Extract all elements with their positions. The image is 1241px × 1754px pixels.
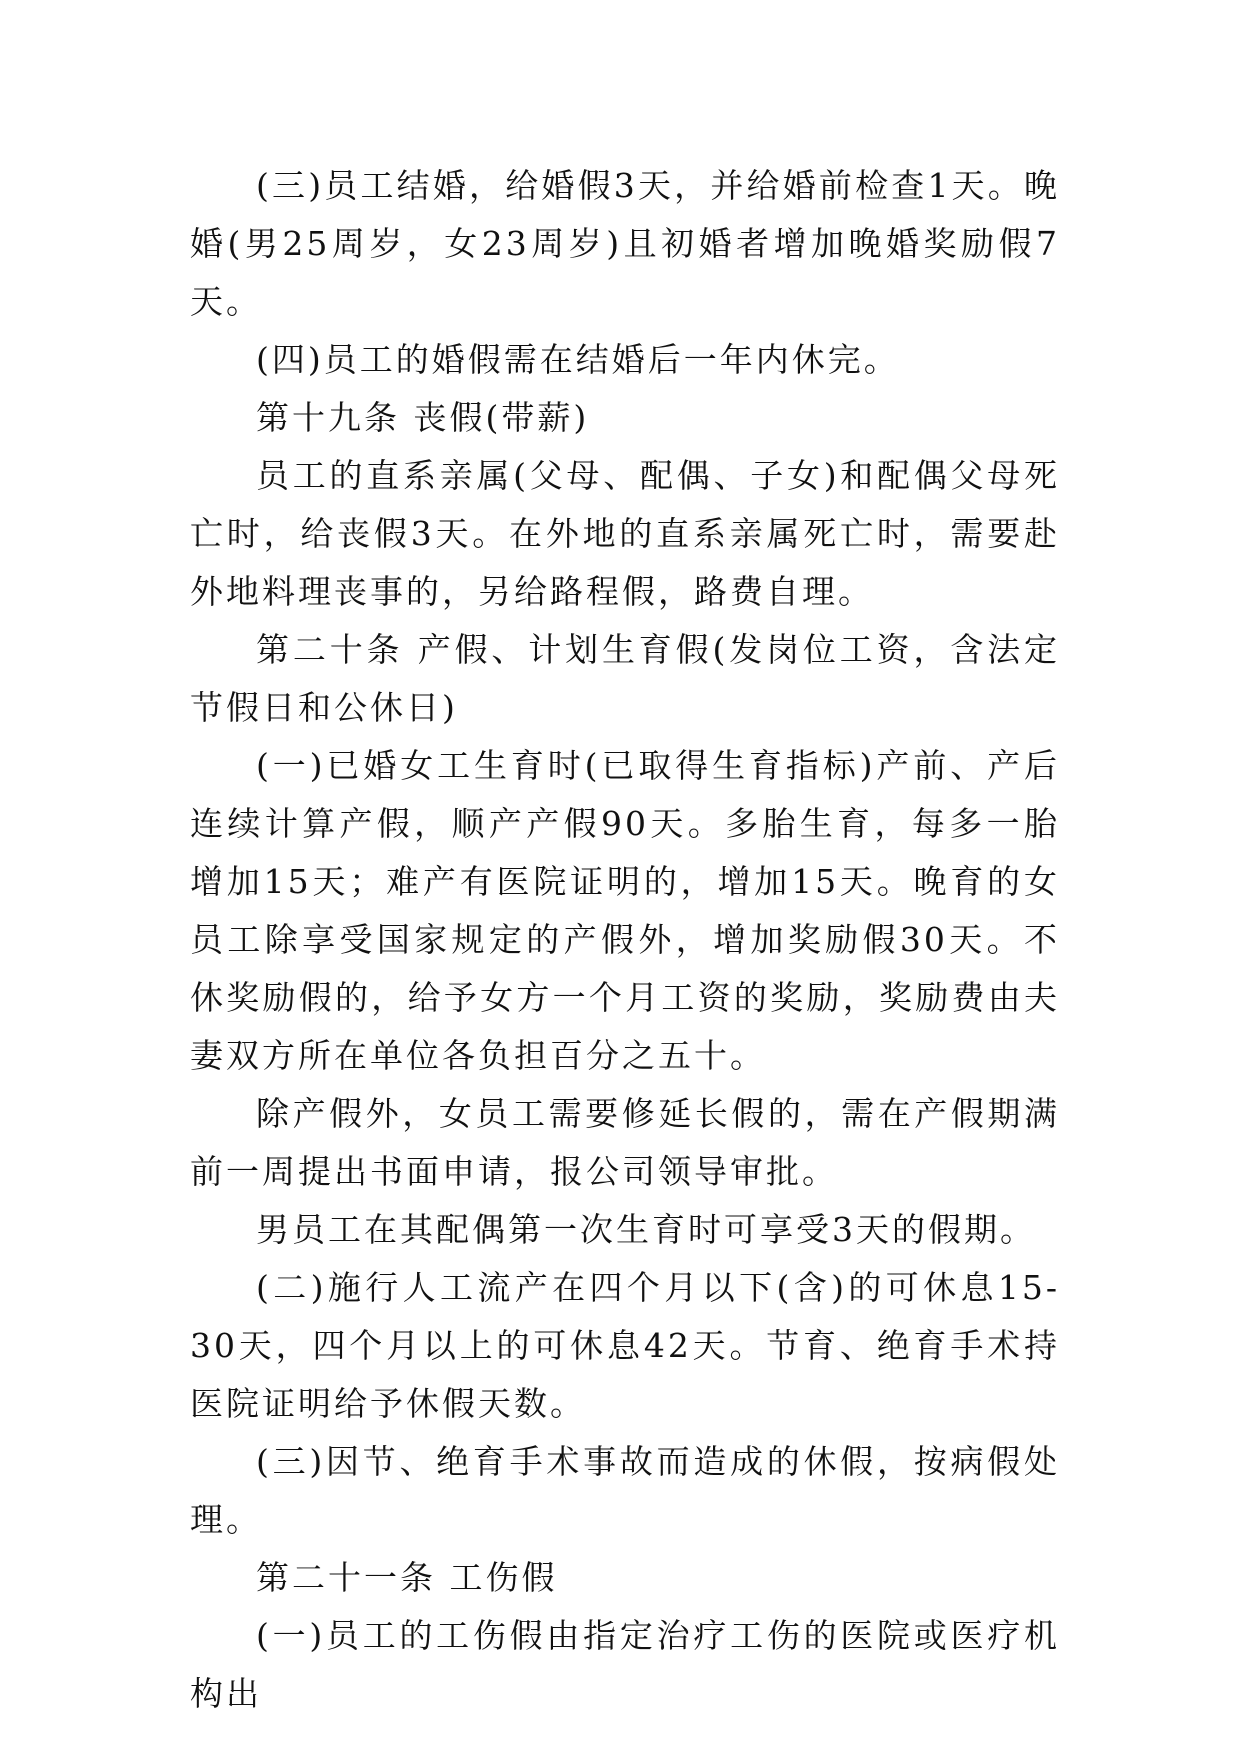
article-20-heading: 第二十条 产假、计划生育假(发岗位工资，含法定节假日和公休日) (190, 630, 1060, 727)
article-19-heading: 第十九条 丧假(带薪) (256, 398, 590, 437)
paragraph-abortion-leave: (二)施行人工流产在四个月以下(含)的可休息15-30天，四个月以上的可休息42天。节育、绝育手术持医院证明给予休假天数。 (190, 1268, 1060, 1423)
paragraph-marriage-leave: (三)员工结婚，给婚假3天，并给婚前检查1天。晚婚(男25周岁，女23周岁)且初婚者增加晚婚奖励假7天。 (190, 166, 1060, 321)
paragraph-bereavement-leave: 员工的直系亲属(父母、配偶、子女)和配偶父母死亡时，给丧假3天。在外地的直系亲属死亡时，需要赴外地料理丧事的，另给路程假，路费自理。 (190, 456, 1060, 611)
paragraph-marriage-leave-deadline: (四)员工的婚假需在结婚后一年内休完。 (256, 340, 900, 379)
article-21-heading: 第二十一条 工伤假 (256, 1558, 558, 1597)
paragraph-work-injury-leave: (一)员工的工伤假由指定治疗工伤的医院或医疗机构出 (190, 1616, 1060, 1713)
paragraph-surgery-accident: (三)因节、绝育手术事故而造成的休假，按病假处理。 (190, 1442, 1060, 1539)
paragraph-extended-leave: 除产假外，女员工需要修延长假的，需在产假期满前一周提出书面申请，报公司领导审批。 (190, 1094, 1060, 1191)
document-body (190, 157, 1060, 1723)
paragraph-maternity-leave: (一)已婚女工生育时(已取得生育指标)产前、产后连续计算产假，顺产产假90天。多胎生育，每多一胎增加15天；难产有医院证明的，增加15天。晚育的女员工除享受国家规定的产假外，增加奖励假30天。不休奖励假的，给予女方一个月工资的奖励，奖励费由夫妻双方所在单位各负担百分之五十。 (190, 746, 1060, 1075)
paragraph-paternity-leave: 男员工在其配偶第一次生育时可享受3天的假期。 (256, 1210, 1036, 1249)
